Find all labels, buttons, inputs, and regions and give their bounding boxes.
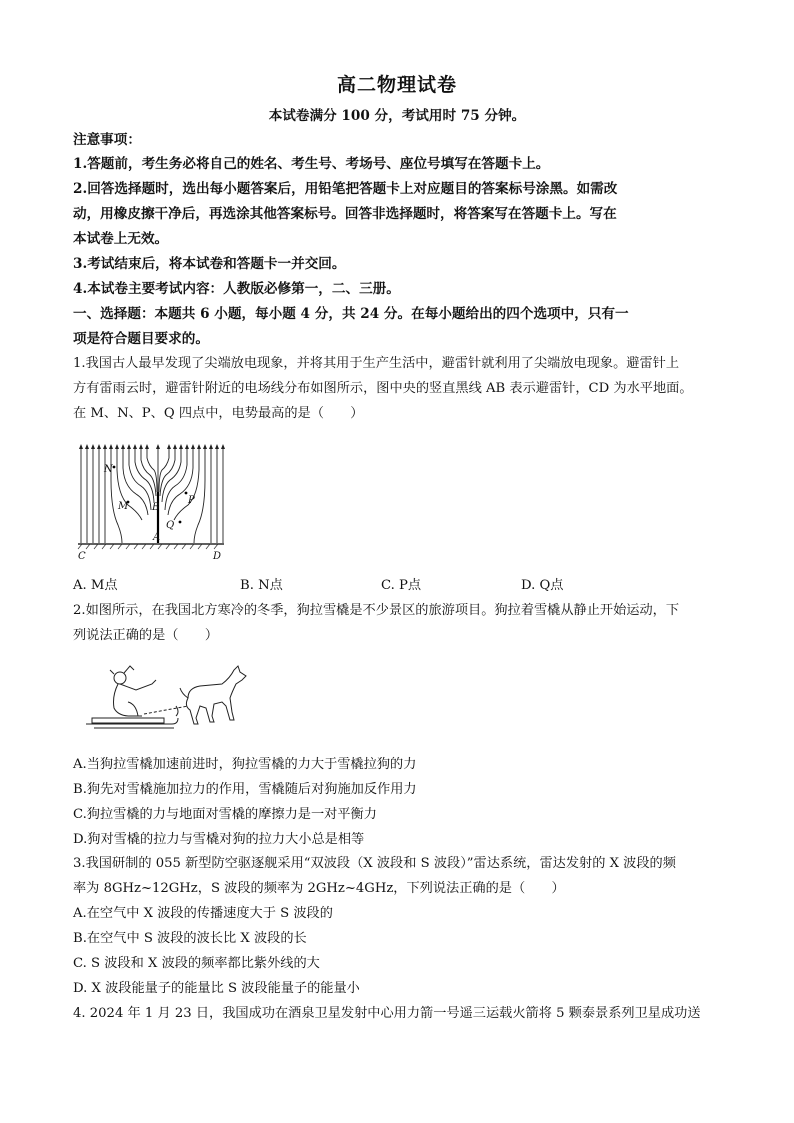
q2-option-a: A.当狗拉雪橇加速前进时，狗拉雪橇的力大于雪橇拉狗的力 bbox=[73, 757, 417, 772]
q1-option-d: D. Q点 bbox=[521, 578, 564, 593]
ground-hatch bbox=[78, 544, 218, 549]
note-3: 3.考试结束后，将本试卷和答题卡一并交回。 bbox=[73, 256, 346, 272]
label-M: M bbox=[118, 501, 129, 512]
page-title: 高二物理试卷 bbox=[336, 74, 457, 96]
q1-line-3: 在 M、N、P、Q 四点中，电势最高的是（ ） bbox=[73, 406, 364, 421]
q2-line-1: 2.如图所示，在我国北方寒冷的冬季，狗拉雪橇是不少景区的旅游项目。狗拉着雪橇从静止开始运动，下 bbox=[73, 603, 680, 618]
person-head bbox=[114, 672, 126, 684]
q2-option-d: D.狗对雪橇的拉力与雪橇对狗的拉力大小总是相等 bbox=[73, 832, 365, 847]
section1-line-2: 项是符合题目要求的。 bbox=[73, 331, 209, 347]
note-1: 1.答题前，考生务必将自己的姓名、考生号、考场号、座位号填写在答题卡上。 bbox=[73, 156, 550, 172]
q3-line-2: 率为 8GHz~12GHz，S 波段的频率为 2GHz~4GHz，下列说法正确的是（ ） bbox=[73, 881, 565, 896]
q2-option-b: B.狗先对雪橇施加拉力的作用，雪橇随后对狗施加反作用力 bbox=[73, 782, 417, 797]
label-Q: Q bbox=[166, 520, 175, 531]
q2-option-c: C.狗拉雪橇的力与地面对雪橇的摩擦力是一对平衡力 bbox=[73, 807, 377, 822]
field-arrows bbox=[79, 444, 225, 449]
label-P: P bbox=[188, 495, 195, 506]
label-A: A bbox=[153, 532, 161, 543]
q4-line-1: 4. 2024 年 1 月 23 日，我国成功在酒泉卫星发射中心用力箭一号遥三运载火箭将 5 颗泰景系列卫星成功送 bbox=[73, 1006, 701, 1021]
note-2-line-2: 动，用橡皮擦干净后，再选涂其他答案标号。回答非选择题时，将答案写在答题卡上。写在 bbox=[73, 206, 617, 222]
label-N: N bbox=[104, 464, 113, 475]
q3-option-d: D. X 波段能量子的能量比 S 波段能量子的能量小 bbox=[73, 981, 360, 996]
section1-line-1: 一、选择题：本题共 6 小题，每小题 4 分，共 24 分。在每小题给出的四个选项中，只有一 bbox=[73, 306, 629, 322]
sled-board bbox=[92, 718, 164, 723]
q1-line-1: 1.我国古人最早发现了尖端放电现象，并将其用于生产生活中，避雷针就利用了尖端放电现象。避雷针上 bbox=[73, 356, 680, 371]
dog bbox=[186, 666, 246, 724]
label-D: D bbox=[213, 551, 222, 562]
q3-line-1: 3.我国研制的 055 新型防空驱逐舰采用“双波段（X 波段和 S 波段）”雷达系统，雷达发射的 X 波段的频 bbox=[73, 856, 676, 871]
note-4: 4.本试卷主要考试内容：人教版必修第一，二、三册。 bbox=[73, 281, 400, 297]
q3-option-a: A.在空气中 X 波段的传播速度大于 S 波段的 bbox=[73, 906, 333, 921]
q1-line-2: 方有雷雨云时，避雷针附近的电场线分布如图所示，图中央的竖直黑线 AB 表示避雷针，CD 为水平地面。 bbox=[73, 381, 693, 396]
note-2-line-1: 2.回答选择题时，选出每小题答案后，用铅笔把答题卡上对应题目的答案标号涂黑。如需改 bbox=[73, 181, 618, 197]
label-B: B bbox=[152, 502, 160, 513]
label-C: C bbox=[78, 551, 86, 562]
rope bbox=[144, 706, 188, 714]
q2-line-2: 列说法正确的是（ ） bbox=[73, 628, 219, 643]
q1-option-a: A. M点 bbox=[73, 578, 118, 593]
field-lines bbox=[81, 446, 223, 543]
note-2-line-3: 本试卷上无效。 bbox=[73, 231, 169, 247]
q3-option-c: C. S 波段和 X 波段的频率都比紫外线的大 bbox=[73, 956, 320, 971]
page-subtitle: 本试卷满分 100 分，考试用时 75 分钟。 bbox=[268, 108, 526, 124]
notes-heading: 注意事项： bbox=[73, 132, 141, 148]
q1-option-b: B. N点 bbox=[240, 578, 283, 593]
q3-option-b: B.在空气中 S 波段的波长比 X 波段的长 bbox=[73, 931, 307, 946]
q1-field-figure bbox=[76, 440, 226, 562]
q2-sled-figure bbox=[84, 662, 254, 738]
q1-option-c: C. P点 bbox=[381, 578, 422, 593]
